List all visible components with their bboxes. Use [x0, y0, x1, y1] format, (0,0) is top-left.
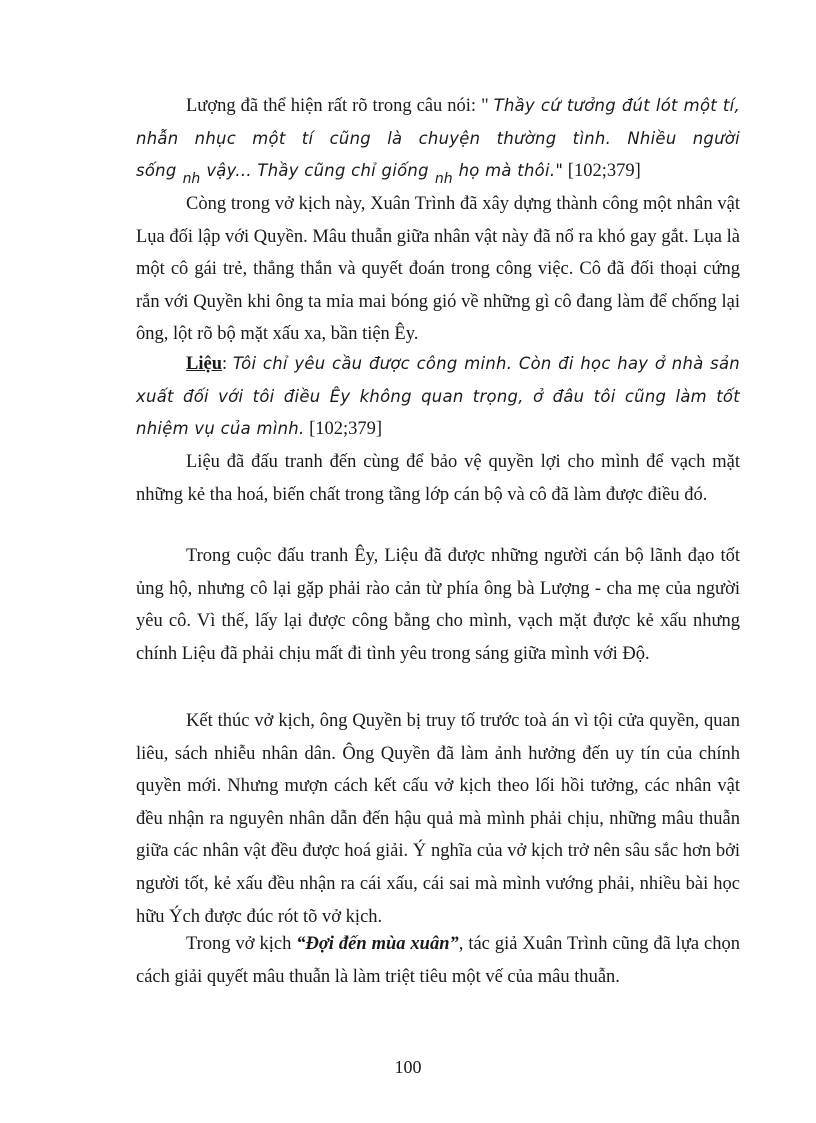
paragraph-lieu-support: Trong cuộc đấu tranh Êy, Liệu đã được những người cán bộ lãnh đạo tốt ủng hộ, nhưng cô lại gặp phải rào cản từ phía ông bà Lượng - cha mẹ của người yêu cô. Vì thế, lấy lại được công bằng cho mình, vạch mặt được kẻ xấu nhưng chính Liệu đã phải chịu mất đi tình yêu trong sáng giữa mình với Độ. — [136, 546, 740, 664]
paragraph-rest: , tác giả Xuân Trình cũng đã lựa chọn cách giải quyết mâu thuẫn là làm triệt tiêu một vế của mâu thuẫn. — [136, 934, 740, 987]
speaker-name: Liệu — [186, 354, 222, 374]
citation: [102;379] — [563, 161, 641, 182]
play-title: “Đợi đến mùa xuân” — [296, 934, 459, 954]
paragraph-lead: Trong vở kịch — [186, 934, 297, 954]
paragraph-luong-quote — [136, 90, 740, 189]
page-number: 100 — [394, 1057, 422, 1077]
paragraph-doi-den-mua-xuan — [136, 928, 740, 993]
paragraph-lieu-dialogue — [136, 348, 740, 446]
citation: [102;379] — [304, 419, 383, 440]
quote-text: vậy... Thầy cũng chỉ giống — [206, 161, 429, 181]
paragraph-lieu-struggle: Liệu đã đấu tranh đến cùng để bảo vệ quyền lợi cho mình để vạch mặt những kẻ tha hoá, biến chất trong tầng lớp cán bộ và cô đã làm được điều đó. — [136, 452, 740, 505]
quote-text: họ mà thôi." — [458, 161, 564, 181]
speaker-colon: : — [221, 354, 233, 374]
subscript-mark: nh — [182, 171, 201, 188]
quote-text: Thầy cứ tưởng đút lót một tí, nhẫn nhục một tí cũng là chuyện thường tình. Nhiều người sống — [136, 96, 740, 181]
paragraph-lead: Lượng đã thể hiện rất rõ trong câu nói: " — [186, 96, 494, 116]
dialogue-text: Tôi chỉ yêu cầu được công minh. Còn đi học hay ở nhà sản xuất đối với tôi điều Êy không quan trọng, ở đâu tôi cũng làm tốt nhiệm vụ của mình. — [136, 354, 740, 439]
subscript-mark: nh — [434, 171, 453, 188]
paragraph-ending: Kết thúc vở kịch, ông Quyền bị truy tố trước toà án vì tội cửa quyền, quan liêu, sách nhiễu nhân dân. Ông Quyền đã làm ảnh hưởng đến uy tín của chính quyền mới. Nhưng mượn cách kết cấu vở kịch theo lối hồi tưởng, các nhân vật đều nhận ra nguyên nhân dẫn đến hậu quả mà mình phải chịu, những mâu thuẫn giữa các nhân vật đều được hoá giải. Ý nghĩa của vở kịch trở nên sâu sắc hơn bởi người tốt, kẻ xấu đều nhận ra cái xấu, cái sai mà mình vướng phải, nhiều bài học hữu Ých được đúc rót tõ vở kịch. — [136, 711, 740, 927]
paragraph-lua-character: Còng trong vở kịch này, Xuân Trình đã xây dựng thành công một nhân vật Lụa đối lập với Quyền. Mâu thuẫn giữa nhân vật này đã nổ ra khó gay gắt. Lụa là một cô gái trẻ, thẳng thắn và quyết đoán trong công việc. Cô đã đối thoại cứng rắn với Quyền khi ông ta mỉa mai bóng gió về những gì cô đang làm để chống lại ông, lột rõ bộ mặt xấu xa, bần tiện Êy. — [136, 194, 740, 345]
